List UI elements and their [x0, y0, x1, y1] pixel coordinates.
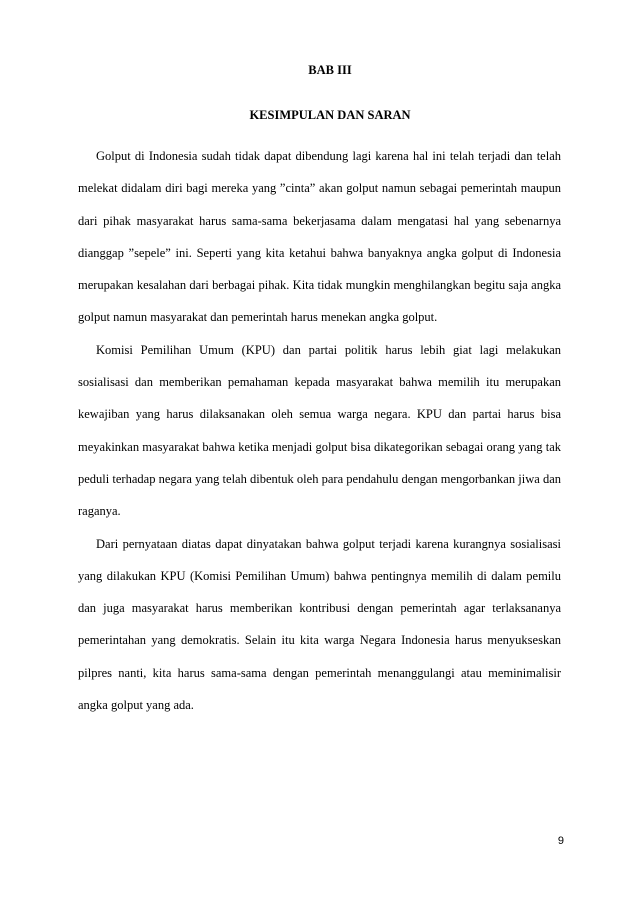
chapter-number: BAB III — [308, 63, 352, 77]
body-text — [78, 140, 561, 721]
paragraph-2: Komisi Pemilihan Umum (KPU) dan partai politik harus lebih giat lagi melakukan sosialisasi dan memberikan pemahaman kepada masyarakat bahwa memilih itu merupakan kewajiban yang harus dilaksanakan oleh semua warga negara. KPU dan partai harus bisa meyakinkan masyarakat bahwa ketika menjadi golput bisa dikategorikan sebagai orang yang tak peduli terhadap negara yang telah dibentuk oleh para pendahulu dengan mengorbankan jiwa dan raganya. — [78, 342, 561, 519]
page-number: 9 — [557, 835, 564, 847]
chapter-title: KESIMPULAN DAN SARAN — [249, 108, 411, 122]
paragraph-3: Dari pernyataan diatas dapat dinyatakan bahwa golput terjadi karena kurangnya sosialisasi yang dilakukan KPU (Komisi Pemilihan Umum) bahwa pentingnya memilih di dalam pemilu dan juga masyarakat harus memberikan kontribusi dengan pemerintah agar terlaksananya pemerintahan yang demokratis. Selain itu kita warga Negara Indonesia harus menyukseskan pilpres nanti, kita harus sama-sama dengan pemerintah menanggulangi atau meminimalisir angka golput yang ada. — [78, 536, 561, 713]
paragraph-1: Golput di Indonesia sudah tidak dapat dibendung lagi karena hal ini telah terjadi dan telah melekat didalam diri bagi mereka yang ”cinta” akan golput namun sebagai pemerintah maupun dari pihak masyarakat harus sama-sama bekerjasama dalam mengatasi hal yang sebenarnya dianggap ”sepele” ini. Seperti yang kita ketahui bahwa banyaknya angka golput di Indonesia merupakan kesalahan dari berbagai pihak. Kita tidak mungkin menghilangkan begitu saja angka golput namun masyarakat dan pemerintah harus menekan angka golput. — [78, 149, 561, 325]
